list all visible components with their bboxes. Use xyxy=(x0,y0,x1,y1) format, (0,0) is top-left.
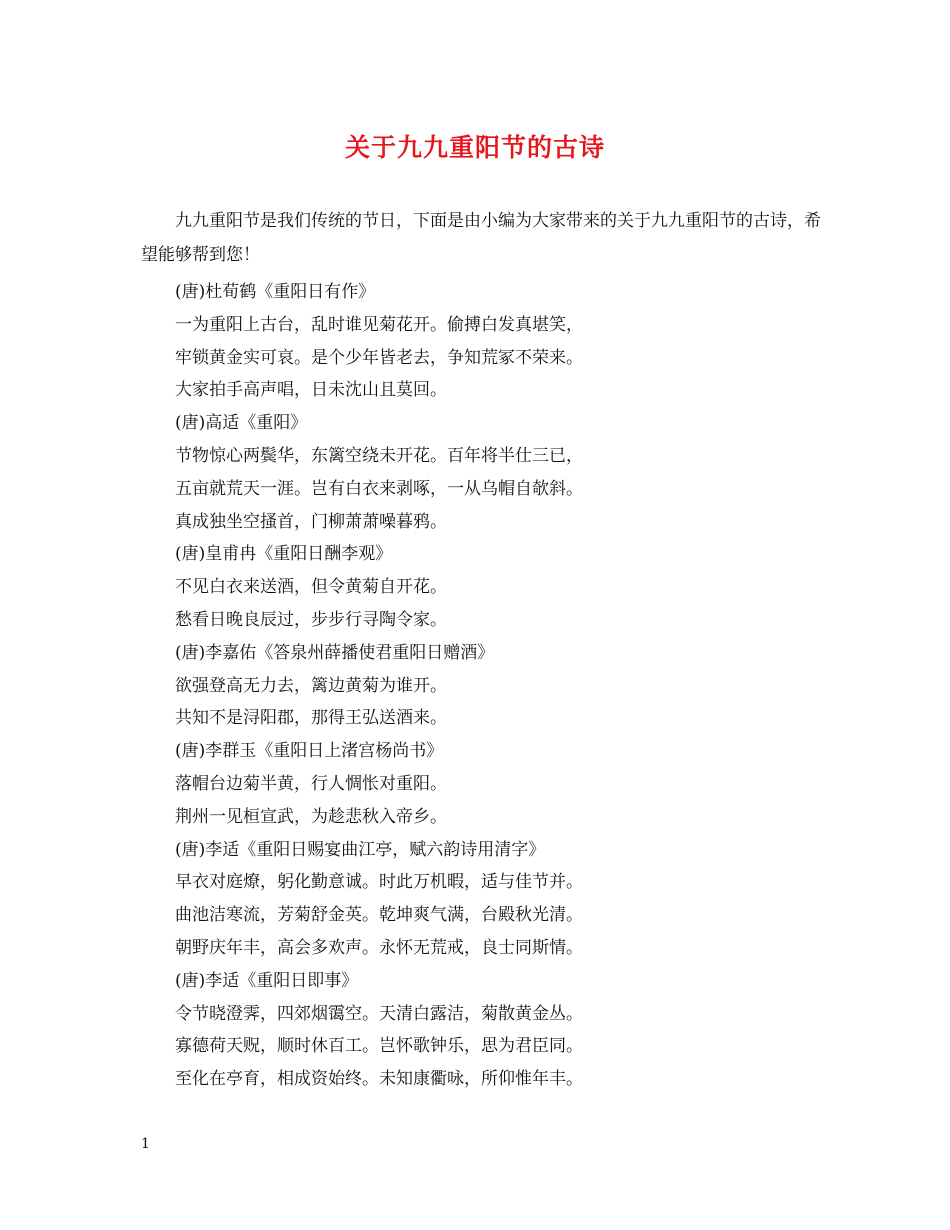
poem-line: 欲强登高无力去，篱边黄菊为谁开。 xyxy=(175,675,447,696)
intro-paragraph: 九九重阳节是我们传统的节日，下面是由小编为大家带来的关于九九重阳节的古诗，希望能够帮到您！ xyxy=(141,211,821,265)
poem-line: 至化在亭育，相成资始终。未知康衢咏，所仰惟年丰。 xyxy=(175,1069,583,1090)
poem-line: 早衣对庭燎，躬化勤意诚。时此万机暇，适与佳节并。 xyxy=(175,872,583,893)
poem-line: 五亩就荒天一涯。岂有白衣来剥啄，一从乌帽自欹斜。 xyxy=(175,478,583,499)
poem-line: (唐)李群玉《重阳日上渚宫杨尚书》 xyxy=(175,741,444,762)
poem-line: 朝野庆年丰，高会多欢声。永怀无荒戒，良士同斯情。 xyxy=(175,937,583,958)
poem-line: 节物惊心两鬓华，东篱空绕未开花。百年将半仕三已， xyxy=(175,445,583,466)
poem-line: (唐)李嘉佑《答泉州薛播使君重阳日赠酒》 xyxy=(175,642,495,663)
poem-line: (唐)李适《重阳日赐宴曲江亭，赋六韵诗用清字》 xyxy=(175,839,546,860)
poem-line: 荆州一见桓宣武，为趁悲秋入帝乡。 xyxy=(175,806,447,827)
document-title: 关于九九重阳节的古诗 xyxy=(344,133,605,162)
page-number: 1 xyxy=(141,1136,150,1152)
poem-line: 共知不是浔阳郡，那得王弘送酒来。 xyxy=(175,708,447,729)
poem-line: 曲池洁寒流，芳菊舒金英。乾坤爽气满，台殿秋光清。 xyxy=(175,905,583,926)
poem-line: 不见白衣来送酒，但令黄菊自开花。 xyxy=(175,577,447,598)
poem-line: (唐)李适《重阳日即事》 xyxy=(175,970,359,991)
poem-line: (唐)皇甫冉《重阳日酬李观》 xyxy=(175,544,393,565)
poem-line: 大家拍手高声唱，日未沈山且莫回。 xyxy=(175,380,447,401)
poem-line: (唐)杜荀鹤《重阳日有作》 xyxy=(175,282,376,302)
poem-line: (唐)高适《重阳》 xyxy=(175,413,308,434)
poem-line: 一为重阳上古台，乱时谁见菊花开。偷搏白发真堪笑， xyxy=(175,314,583,335)
poem-line: 牢锁黄金实可哀。是个少年皆老去，争知荒冢不荣来。 xyxy=(175,347,583,368)
poem-line: 寡德荷天贶，顺时休百工。岂怀歌钟乐，思为君臣同。 xyxy=(175,1036,583,1057)
poem-line: 愁看日晚良辰过，步步行寻陶令家。 xyxy=(175,609,447,630)
poem-list xyxy=(175,276,835,1096)
poem-line: 落帽台边菊半黄，行人惆怅对重阳。 xyxy=(175,773,447,794)
poem-line: 真成独坐空搔首，门柳萧萧噪暮鸦。 xyxy=(175,511,447,532)
poem-line: 令节晓澄霁，四郊烟霭空。天清白露洁，菊散黄金丛。 xyxy=(175,1003,583,1024)
